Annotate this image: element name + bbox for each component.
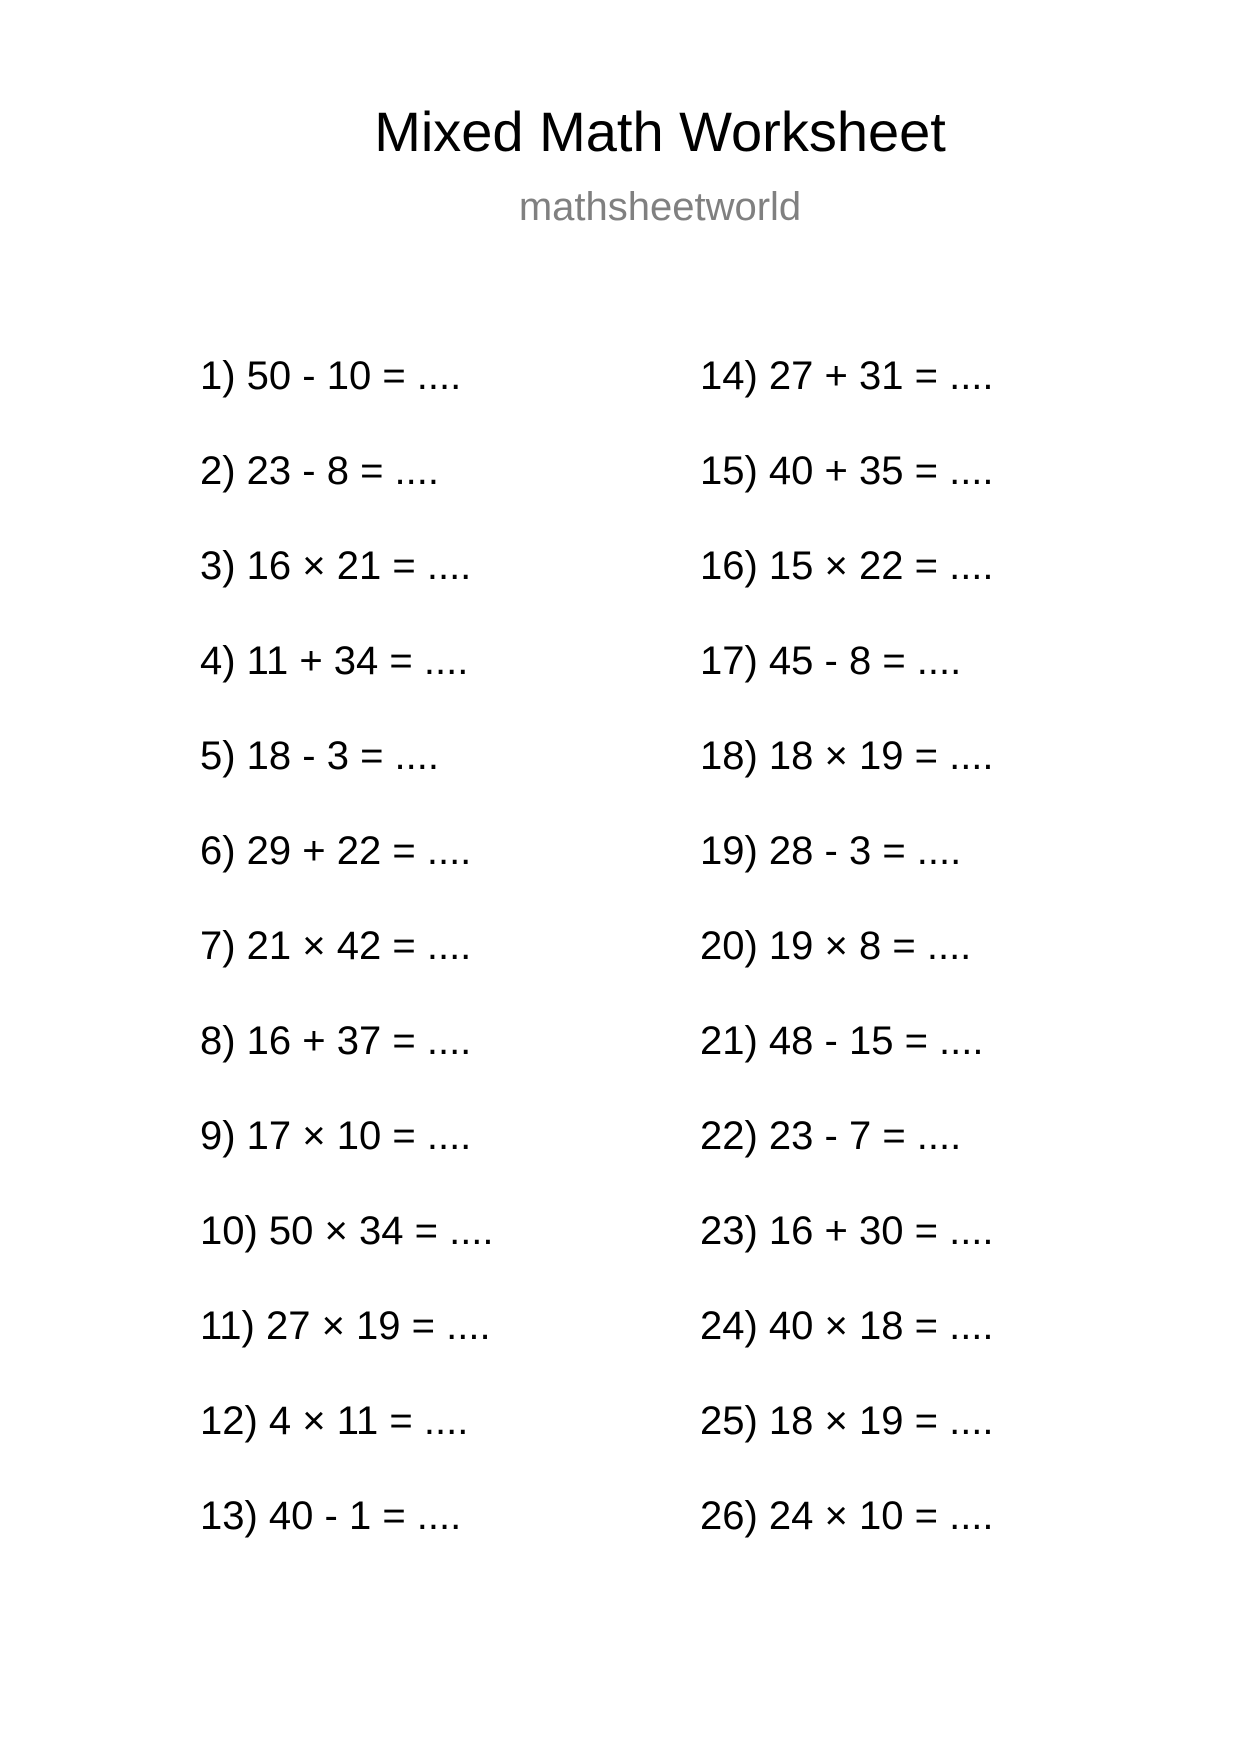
problem-8: 8) 16 + 37 = .... <box>200 1019 472 1063</box>
problem-2: 2) 23 - 8 = .... <box>200 449 440 493</box>
problem-21: 21) 48 - 15 = .... <box>700 1019 984 1063</box>
problem-5: 5) 18 - 3 = .... <box>200 734 440 778</box>
problem-22: 22) 23 - 7 = .... <box>700 1114 962 1158</box>
problem-24: 24) 40 × 18 = .... <box>700 1304 994 1348</box>
worksheet-subtitle: mathsheetworld <box>518 185 802 229</box>
problem-14: 14) 27 + 31 = .... <box>700 354 994 398</box>
problem-17: 17) 45 - 8 = .... <box>700 639 962 683</box>
problem-16: 16) 15 × 22 = .... <box>700 544 994 588</box>
right-problem-column <box>700 346 1240 1581</box>
problem-20: 20) 19 × 8 = .... <box>700 924 972 968</box>
left-problem-column <box>200 346 740 1581</box>
worksheet-title: Mixed Math Worksheet <box>374 100 946 163</box>
problem-12: 12) 4 × 11 = .... <box>200 1399 469 1443</box>
problem-15: 15) 40 + 35 = .... <box>700 449 994 493</box>
problem-9: 9) 17 × 10 = .... <box>200 1114 472 1158</box>
problem-4: 4) 11 + 34 = .... <box>200 639 469 683</box>
problem-11: 11) 27 × 19 = .... <box>200 1304 491 1348</box>
problem-1: 1) 50 - 10 = .... <box>200 354 462 398</box>
problem-10: 10) 50 × 34 = .... <box>200 1209 494 1253</box>
problem-13: 13) 40 - 1 = .... <box>200 1494 462 1538</box>
problem-26: 26) 24 × 10 = .... <box>700 1494 994 1538</box>
problem-25: 25) 18 × 19 = .... <box>700 1399 994 1443</box>
problem-23: 23) 16 + 30 = .... <box>700 1209 994 1253</box>
problem-18: 18) 18 × 19 = .... <box>700 734 994 778</box>
problem-19: 19) 28 - 3 = .... <box>700 829 962 873</box>
problem-6: 6) 29 + 22 = .... <box>200 829 472 873</box>
problem-3: 3) 16 × 21 = .... <box>200 544 472 588</box>
problem-7: 7) 21 × 42 = .... <box>200 924 472 968</box>
